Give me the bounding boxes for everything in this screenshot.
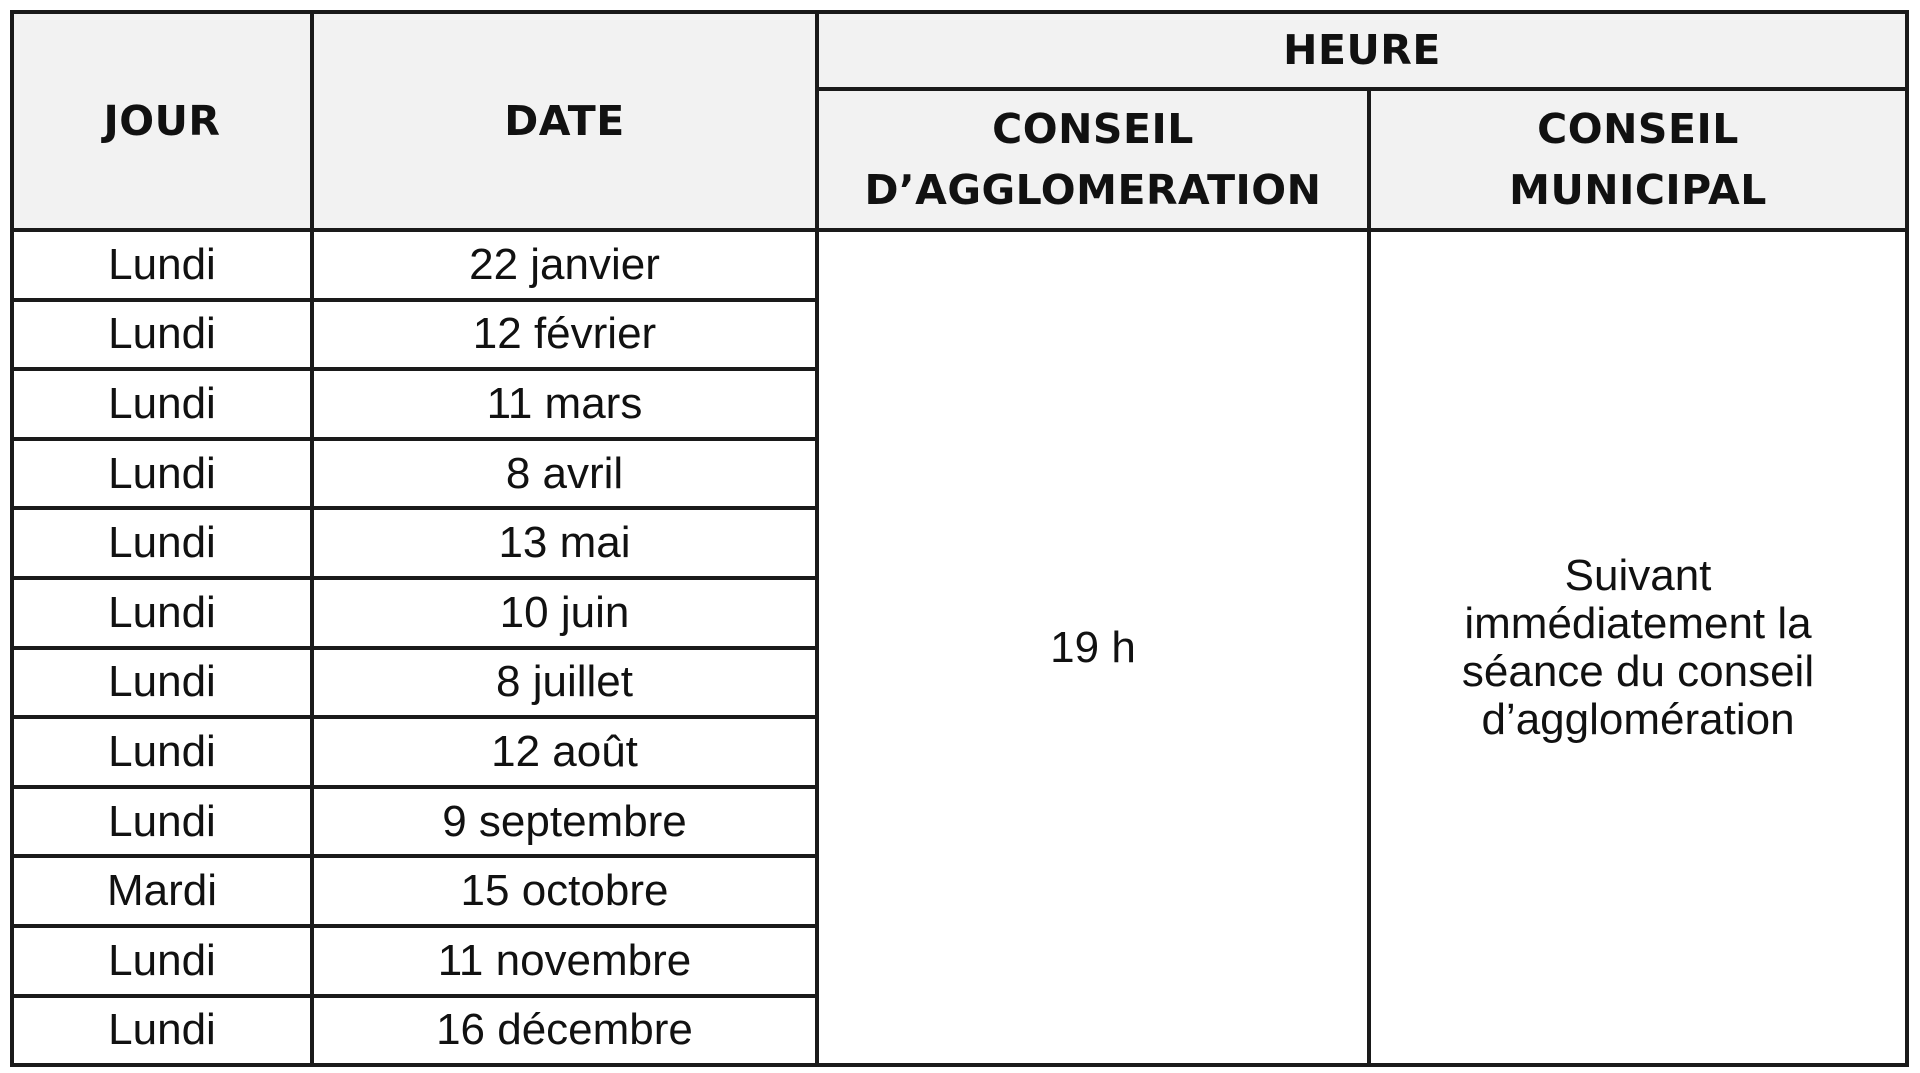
date-cell: 9 septembre bbox=[312, 787, 817, 857]
meeting-schedule-table bbox=[10, 10, 1909, 1067]
day-cell: Lundi bbox=[12, 996, 312, 1066]
date-cell: 11 mars bbox=[312, 369, 817, 439]
header-jour: JOUR bbox=[12, 12, 312, 230]
table-body bbox=[12, 230, 1907, 1065]
day-cell: Lundi bbox=[12, 926, 312, 996]
date-cell: 12 août bbox=[312, 717, 817, 787]
day-cell: Lundi bbox=[12, 578, 312, 648]
day-cell: Mardi bbox=[12, 856, 312, 926]
day-cell: Lundi bbox=[12, 439, 312, 509]
conseil-agglomeration-time-cell: 19 h bbox=[817, 230, 1369, 1065]
header-date: DATE bbox=[312, 12, 817, 230]
date-cell: 12 février bbox=[312, 300, 817, 370]
day-cell: Lundi bbox=[12, 787, 312, 857]
date-cell: 10 juin bbox=[312, 578, 817, 648]
date-cell: 15 octobre bbox=[312, 856, 817, 926]
table-header bbox=[12, 12, 1907, 230]
date-cell: 8 juillet bbox=[312, 648, 817, 718]
note-line: immédiatement la bbox=[1464, 598, 1812, 648]
note-line: d’agglomération bbox=[1481, 694, 1795, 744]
header-conseil-agglomeration-line2: D’AGGLOMERATION bbox=[864, 165, 1322, 214]
header-conseil-municipal-line2: MUNICIPAL bbox=[1509, 165, 1767, 214]
date-cell: 8 avril bbox=[312, 439, 817, 509]
note-line: Suivant bbox=[1564, 550, 1712, 600]
date-cell: 11 novembre bbox=[312, 926, 817, 996]
day-cell: Lundi bbox=[12, 230, 312, 300]
date-cell: 13 mai bbox=[312, 508, 817, 578]
header-conseil-agglomeration-line1: CONSEIL bbox=[992, 104, 1194, 153]
day-cell: Lundi bbox=[12, 648, 312, 718]
header-conseil-municipal-line1: CONSEIL bbox=[1537, 104, 1739, 153]
note-line: séance du conseil bbox=[1461, 646, 1815, 696]
day-cell: Lundi bbox=[12, 717, 312, 787]
header-conseil-municipal bbox=[1369, 89, 1907, 230]
day-cell: Lundi bbox=[12, 369, 312, 439]
table-row bbox=[12, 230, 1907, 300]
header-heure: HEURE bbox=[817, 12, 1907, 89]
header-conseil-agglomeration bbox=[817, 89, 1369, 230]
date-cell: 16 décembre bbox=[312, 996, 817, 1066]
date-cell: 22 janvier bbox=[312, 230, 817, 300]
day-cell: Lundi bbox=[12, 300, 312, 370]
day-cell: Lundi bbox=[12, 508, 312, 578]
header-row-top bbox=[12, 12, 1907, 89]
conseil-municipal-note-cell bbox=[1369, 230, 1907, 1065]
